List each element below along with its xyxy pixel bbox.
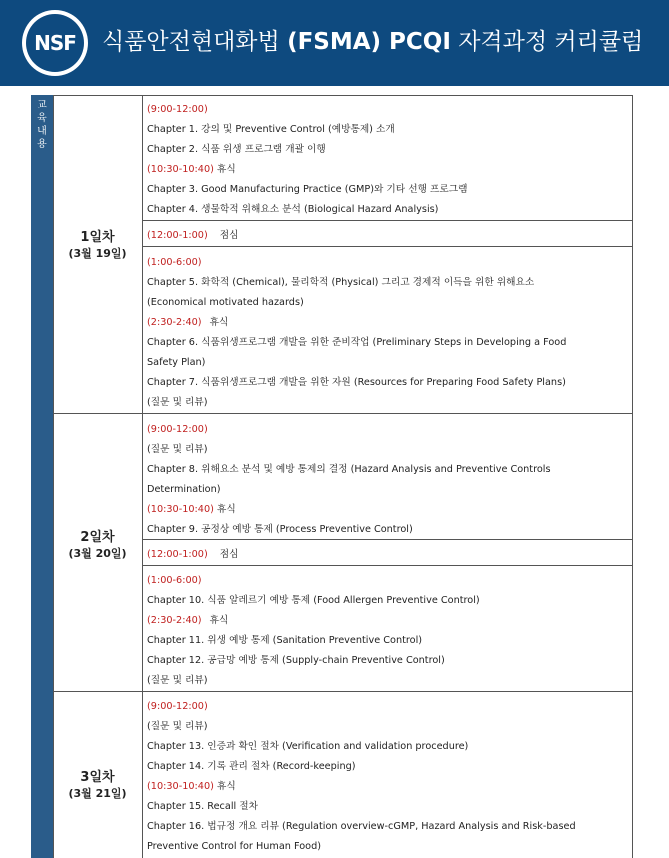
review-item: (질문 및 리뷰) — [147, 444, 208, 455]
chapter-item: Chapter 12. 공급망 예방 통제 (Supply-chain Preventive Control) — [147, 655, 445, 666]
break-line — [147, 500, 627, 520]
chapter-item: Chapter 11. 위생 예방 통제 (Sanitation Preventive Control) — [147, 635, 423, 646]
day-name: 2일차 — [80, 530, 115, 545]
session-time: (9:00-12:00) — [147, 424, 208, 435]
break-time: (2:30-2:40) — [147, 317, 202, 328]
chapter-item: Chapter 3. Good Manufacturing Practice (GMP)와 기타 선행 프로그램 — [147, 184, 468, 195]
session-afternoon — [147, 253, 627, 413]
title-bold: (FSMA) PCQI — [287, 29, 451, 55]
chapter-item: Chapter 5. 화학적 (Chemical), 물리학적 (Physical) 그리고 경제적 이득을 위한 위해요소 — [147, 277, 535, 288]
day-date: (3월 20일) — [68, 547, 127, 560]
title-suffix: 자격과정 커리큘럼 — [450, 29, 644, 55]
day-label — [53, 229, 142, 261]
session-lunch — [147, 545, 627, 565]
break-line — [147, 313, 627, 333]
day-label — [53, 769, 142, 801]
lunch-label: 점심 — [219, 230, 239, 241]
curriculum-table — [53, 95, 633, 858]
break-label: 휴식 — [216, 781, 236, 792]
review-item: (질문 및 리뷰) — [147, 397, 208, 408]
session-time: (9:00-12:00) — [147, 104, 208, 115]
session-time: (1:00-6:00) — [147, 257, 202, 268]
sidebar-label: 교육내용 — [37, 100, 47, 150]
break-time: (10:30-10:40) — [147, 504, 214, 515]
session-morning — [147, 420, 627, 540]
nsf-logo — [22, 10, 88, 76]
page-header — [0, 0, 669, 86]
chapter-item: Chapter 6. 식품위생프로그램 개발을 위한 준비작업 (Preliminary Steps in Developing a Food — [147, 337, 567, 348]
day-date: (3월 21일) — [68, 787, 127, 800]
page-title — [102, 24, 643, 60]
review-item: (질문 및 리뷰) — [147, 675, 208, 686]
chapter-item: Chapter 10. 식품 알레르기 예방 통제 (Food Allergen Preventive Control) — [147, 595, 480, 606]
chapter-item: Chapter 15. Recall 절차 — [147, 801, 258, 812]
break-line — [147, 611, 627, 631]
break-time: (10:30-10:40) — [147, 781, 214, 792]
review-item: (질문 및 리뷰) — [147, 721, 208, 732]
break-label: 휴식 — [209, 615, 229, 626]
session-time: (1:00-6:00) — [147, 575, 202, 586]
break-label: 휴식 — [216, 164, 236, 175]
chapter-item: Determination) — [147, 484, 221, 495]
chapter-item: Chapter 14. 기록 관리 절차 (Record-keeping) — [147, 761, 356, 772]
sidebar — [31, 95, 53, 858]
session-morning — [147, 100, 627, 220]
break-line — [147, 777, 627, 797]
title-prefix: 식품안전현대화법 — [102, 29, 288, 55]
break-label: 휴식 — [216, 504, 236, 515]
day-label — [53, 529, 142, 561]
break-line — [147, 160, 627, 180]
session-time: (9:00-12:00) — [147, 701, 208, 712]
chapter-item: Chapter 8. 위해요소 분석 및 예방 통제의 결정 (Hazard Analysis and Preventive Controls — [147, 464, 551, 475]
chapter-item: Chapter 2. 식품 위생 프로그램 개괄 이행 — [147, 144, 326, 155]
session-lunch — [147, 226, 627, 246]
chapter-item: Chapter 1. 강의 및 Preventive Control (예방통제) 소개 — [147, 124, 395, 135]
chapter-item: Chapter 9. 공정상 예방 통제 (Process Preventive Control) — [147, 524, 413, 535]
session-morning — [147, 697, 627, 857]
chapter-item: Chapter 7. 식품위생프로그램 개발을 위한 자원 (Resources for Preparing Food Safety Plans) — [147, 377, 566, 388]
break-label: 휴식 — [209, 317, 229, 328]
chapter-item: Safety Plan) — [147, 357, 206, 368]
chapter-item: Preventive Control for Human Food) — [147, 841, 322, 852]
break-time: (10:30-10:40) — [147, 164, 214, 175]
day-date: (3월 19일) — [68, 247, 127, 260]
session-afternoon — [147, 571, 627, 691]
break-time: (2:30-2:40) — [147, 615, 202, 626]
lunch-time: (12:00-1:00) — [147, 230, 208, 241]
lunch-label: 점심 — [219, 549, 239, 560]
chapter-item: (Economical motivated hazards) — [147, 297, 304, 308]
chapter-item: Chapter 13. 인증과 확인 절차 (Verification and validation procedure) — [147, 741, 469, 752]
chapter-item: Chapter 4. 생물학적 위해요소 분석 (Biological Hazard Analysis) — [147, 204, 439, 215]
chapter-item: Chapter 16. 법규정 개요 리뷰 (Regulation overview-cGMP, Hazard Analysis and Risk-based — [147, 821, 576, 832]
day-name: 3일차 — [80, 770, 115, 785]
lunch-time: (12:00-1:00) — [147, 549, 208, 560]
logo-text: NSF — [34, 31, 76, 55]
day-name: 1일차 — [80, 230, 115, 245]
